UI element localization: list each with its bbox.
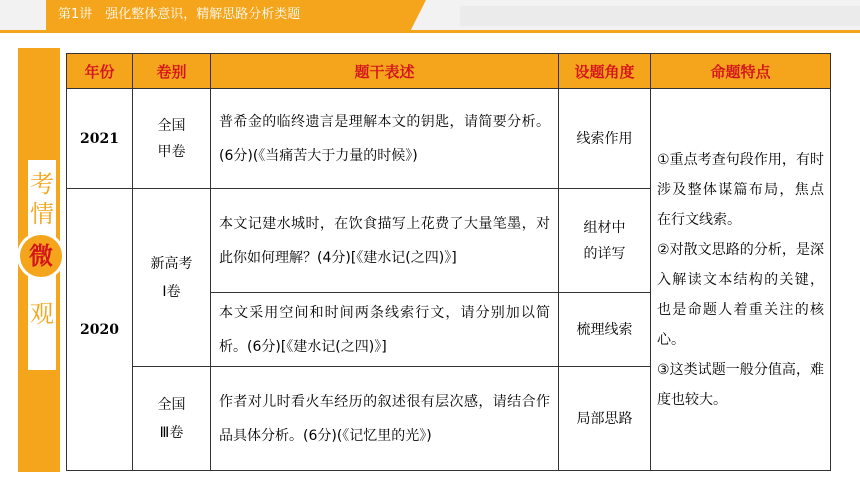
feature-text: ①重点考查句段作用，有时涉及整体谋篇布局，焦点在行文线索。 ②对散文思路的分析，是深入解读文本结构的关键，也是命题人着重关注的核心。 ③这类试题一般分值高，难度也较大。 — [657, 151, 824, 408]
question-cell: 本文记建水城时，在饮食描写上花费了大量笔墨，对此你如何理解？(4分)[《建水记(之四)》] — [211, 189, 559, 293]
header-divider — [0, 30, 860, 33]
side-char-1: 考 — [30, 170, 54, 198]
side-badge — [17, 232, 65, 280]
question-cell: 作者对儿时看火车经历的叙述很有层次感，请结合作品具体分析。(6分)(《记忆里的光》) — [211, 367, 559, 471]
feature-cell — [651, 89, 831, 471]
angle-label: 梳理线索 — [576, 321, 633, 338]
paper-label: 新高考 Ⅰ卷 — [150, 255, 193, 300]
top-bar — [0, 0, 860, 32]
header-feature: 命题特点 — [651, 54, 831, 89]
paper-cell — [133, 367, 211, 471]
paper-cell — [133, 89, 211, 189]
angle-label: 线索作用 — [576, 130, 633, 147]
side-char-4: 观 — [30, 300, 54, 328]
angle-cell — [559, 189, 651, 293]
angle-cell — [559, 89, 651, 189]
angle-label: 组材中 的详写 — [583, 219, 626, 262]
header-paper: 卷别 — [133, 54, 211, 89]
table-header-row — [67, 54, 831, 89]
paper-label: 全国 甲卷 — [157, 117, 186, 160]
lecture-title: 第1讲 强化整体意识，精解思路分析类题 — [58, 7, 301, 22]
header-year: 年份 — [67, 54, 133, 89]
question-cell: 本文采用空间和时间两条线索行文，请分别加以简析。(6分)[《建水记(之四)》] — [211, 293, 559, 367]
angle-cell — [559, 293, 651, 367]
angle-label: 局部思路 — [576, 410, 633, 427]
year-cell-2021: 2021 — [67, 89, 133, 189]
paper-label: 全国 Ⅲ卷 — [157, 396, 186, 441]
side-char-3: 微 — [29, 241, 53, 270]
header-question: 题干表述 — [211, 54, 559, 89]
paper-cell — [133, 189, 211, 367]
exam-analysis-table — [66, 53, 831, 471]
top-bar-shade — [460, 6, 860, 26]
year-cell-2020: 2020 — [67, 189, 133, 471]
side-char-2: 情 — [30, 200, 54, 228]
angle-cell — [559, 367, 651, 471]
header-angle: 设题角度 — [559, 54, 651, 89]
question-cell: 普希金的临终遗言是理解本文的钥匙，请简要分析。(6分)(《当痛苦大于力量的时候》) — [211, 89, 559, 189]
table-row — [67, 89, 831, 189]
